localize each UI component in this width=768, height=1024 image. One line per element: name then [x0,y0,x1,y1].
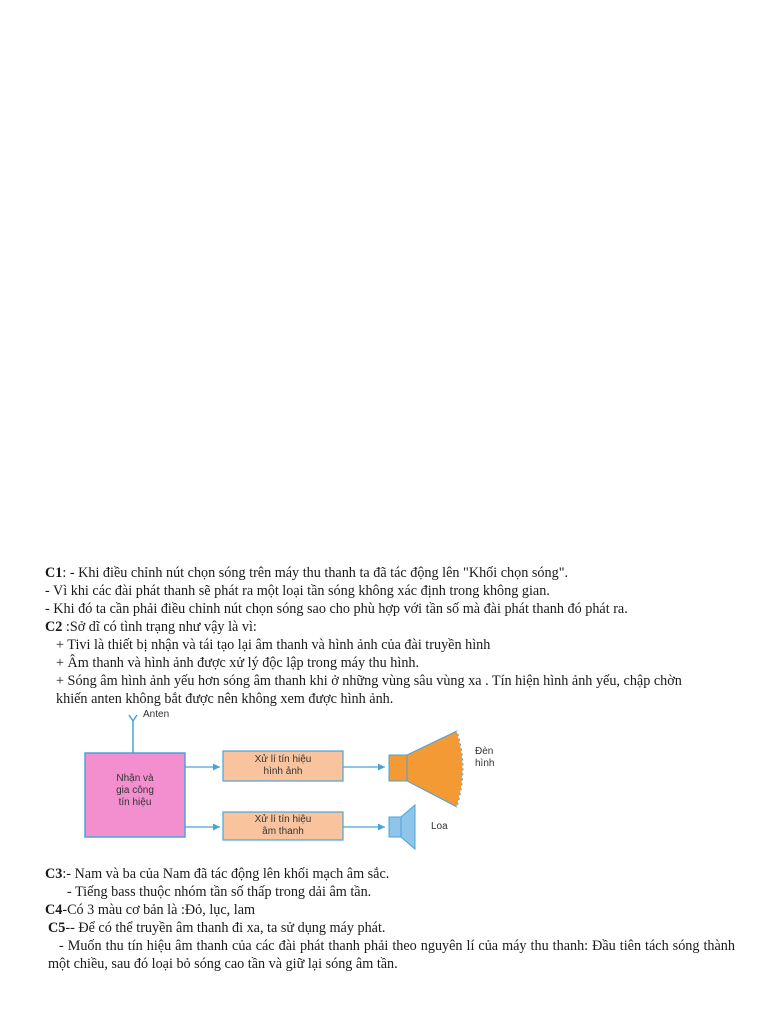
c1-line-3: - Khi đó ta cần phải điều chỉnh nút chọn sóng sao cho phù hợp với tần số mà đài phát thanh đó phát ra. [45,601,628,617]
receiver-label-line-2: gia công [116,785,154,796]
c1-text-1: : - Khi điều chỉnh nút chọn sóng trên máy thu thanh ta đã tác động lên "Khối chọn sóng". [62,565,569,581]
tv-block-diagram [45,711,525,861]
image-processor-label-line-1: Xử lí tín hiệu [254,754,312,765]
picture-tube-label-line-2: hình [475,758,495,769]
c5-label: C5 [48,920,66,936]
c5-paragraph [45,937,735,973]
receiver-label-line-1: Nhận và [116,773,154,784]
sound-processor-label-line-1: Xử lí tín hiệu [254,814,312,825]
c4-text: -Có 3 màu cơ bản là :Đỏ, lục, lam [62,902,256,918]
c2-bullet-3a: + Sóng âm hình ảnh yếu hơn sóng âm thanh khi ở những vùng sâu vùng xa . Tín hiện hình ảnh yếu, chập chờn [56,673,682,689]
document-body [45,564,735,973]
c3-line-1 [45,865,735,883]
c1-line-2: - Vì khi các đài phát thanh sẽ phát ra một loại tần sóng không xác định trong không gian. [45,583,550,599]
c2-intro-line [45,618,735,636]
picture-tube-label-line-1: Đèn [475,746,494,757]
c1-label: C1 [45,565,63,581]
c5-line-1 [45,919,735,937]
c1-line-1 [45,564,735,582]
c2-intro-text: :Sở dĩ có tình trạng như vậy là vì: [62,619,257,635]
sound-processor-label-line-2: âm thanh [262,826,304,837]
c2-bullet-1: + Tivi là thiết bị nhận và tái tạo lại âm thanh và hình ảnh của đài truyền hình [56,637,491,653]
antenna-icon [129,715,137,753]
antenna-label: Anten [143,709,170,720]
receiver-label-line-3: tín hiệu [118,797,152,808]
c5-text-1: -- Để có thể truyền âm thanh đi xa, ta sử dụng máy phát. [65,920,386,936]
picture-tube-label [475,746,494,770]
image-processor-label-line-2: hình ảnh [263,766,303,777]
c2-bullet-3b: khiến anten không bắt được nên không xem được hình ảnh. [56,691,394,707]
c4-line [45,901,735,919]
speaker-icon [389,805,415,849]
speaker-label: Loa [431,821,448,832]
c3-text-1: :- Nam và ba của Nam đã tác động lên khối mạch âm sắc. [62,866,390,882]
c2-label: C2 [45,619,63,635]
c3-line-2: - Tiếng bass thuộc nhóm tần số thấp trong dải âm tần. [67,884,372,900]
c3-label: C3 [45,866,63,882]
c5-text-2: - Muốn thu tín hiệu âm thanh của các đài phát thanh phải theo nguyên lí của máy thu thanh: Đầu tiên tách sóng thành một chiều, sau đó loại bỏ sóng cao tần và giữ lại sóng âm tần. [48,938,735,972]
picture-tube-icon [389,731,463,807]
receiver-label [85,773,185,809]
c4-label: C4 [45,902,63,918]
sound-processor-label [223,814,343,838]
image-processor-label [223,754,343,778]
c2-bullet-2: + Âm thanh và hình ảnh được xử lý độc lập trong máy thu hình. [56,655,420,671]
